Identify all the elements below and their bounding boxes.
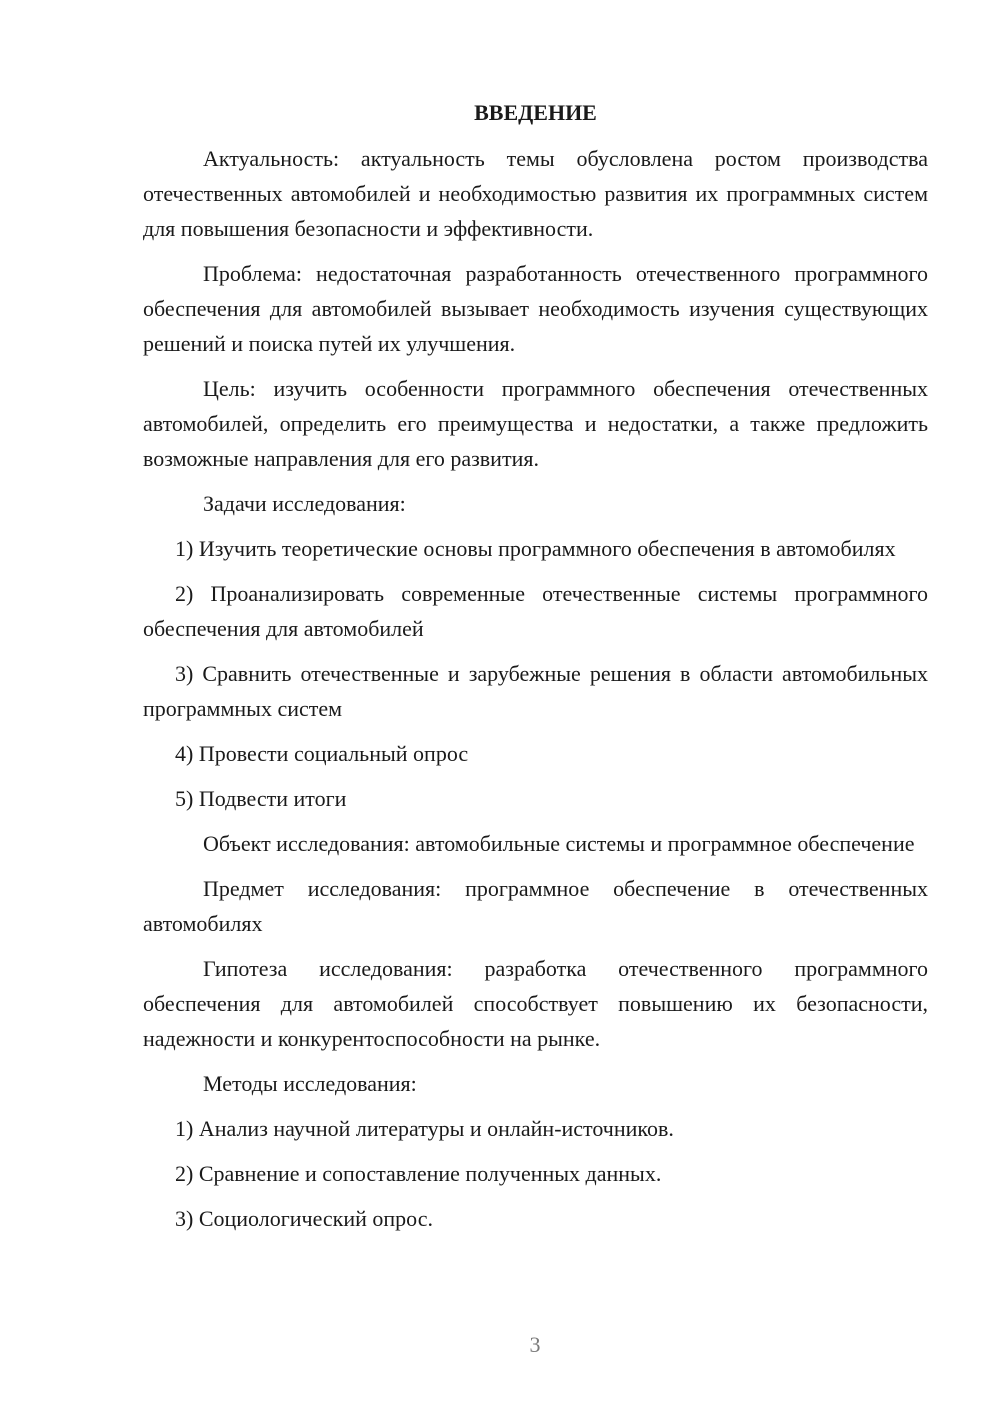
task-item-4: 4) Провести социальный опрос — [175, 741, 469, 766]
method-item-3: 3) Социологический опрос. — [175, 1206, 433, 1231]
method-item-2: 2) Сравнение и сопоставление полученных данных. — [175, 1161, 662, 1186]
hypothesis-paragraph: Гипотеза исследования: разработка отечественного программного обеспечения для автомобилей способствует повышению их безопасности, надежности и конкурентоспособности на рынке. — [143, 956, 928, 1051]
task-item-5: 5) Подвести итоги — [175, 786, 347, 811]
tasks-heading: Задачи исследования: — [203, 491, 406, 516]
relevance-paragraph: Актуальность: актуальность темы обусловлена ростом производства отечественных автомобилей и необходимостью развития их программных систем для повышения безопасности и эффективности. — [143, 146, 928, 241]
task-item-1: 1) Изучить теоретические основы программного обеспечения в автомобилях — [175, 536, 896, 561]
methods-heading: Методы исследования: — [203, 1071, 417, 1096]
task-item-3: 3) Сравнить отечественные и зарубежные решения в области автомобильных программных систем — [143, 661, 928, 721]
section-heading: ВВЕДЕНИЕ — [474, 100, 597, 125]
document-page — [143, 95, 928, 1246]
task-item-2: 2) Проанализировать современные отечественные системы программного обеспечения для автомобилей — [143, 581, 928, 641]
method-item-1: 1) Анализ научной литературы и онлайн-источников. — [175, 1116, 674, 1141]
goal-paragraph: Цель: изучить особенности программного обеспечения отечественных автомобилей, определить его преимущества и недостатки, а также предложить возможные направления для его развития. — [143, 376, 928, 471]
subject-paragraph: Предмет исследования: программное обеспечение в отечественных автомобилях — [143, 876, 928, 936]
problem-paragraph: Проблема: недостаточная разработанность отечественного программного обеспечения для автомобилей вызывает необходимость изучения существующих решений и поиска путей их улучшения. — [143, 261, 928, 356]
object-paragraph: Объект исследования: автомобильные системы и программное обеспечение — [203, 831, 915, 856]
page-number: 3 — [529, 1332, 541, 1357]
